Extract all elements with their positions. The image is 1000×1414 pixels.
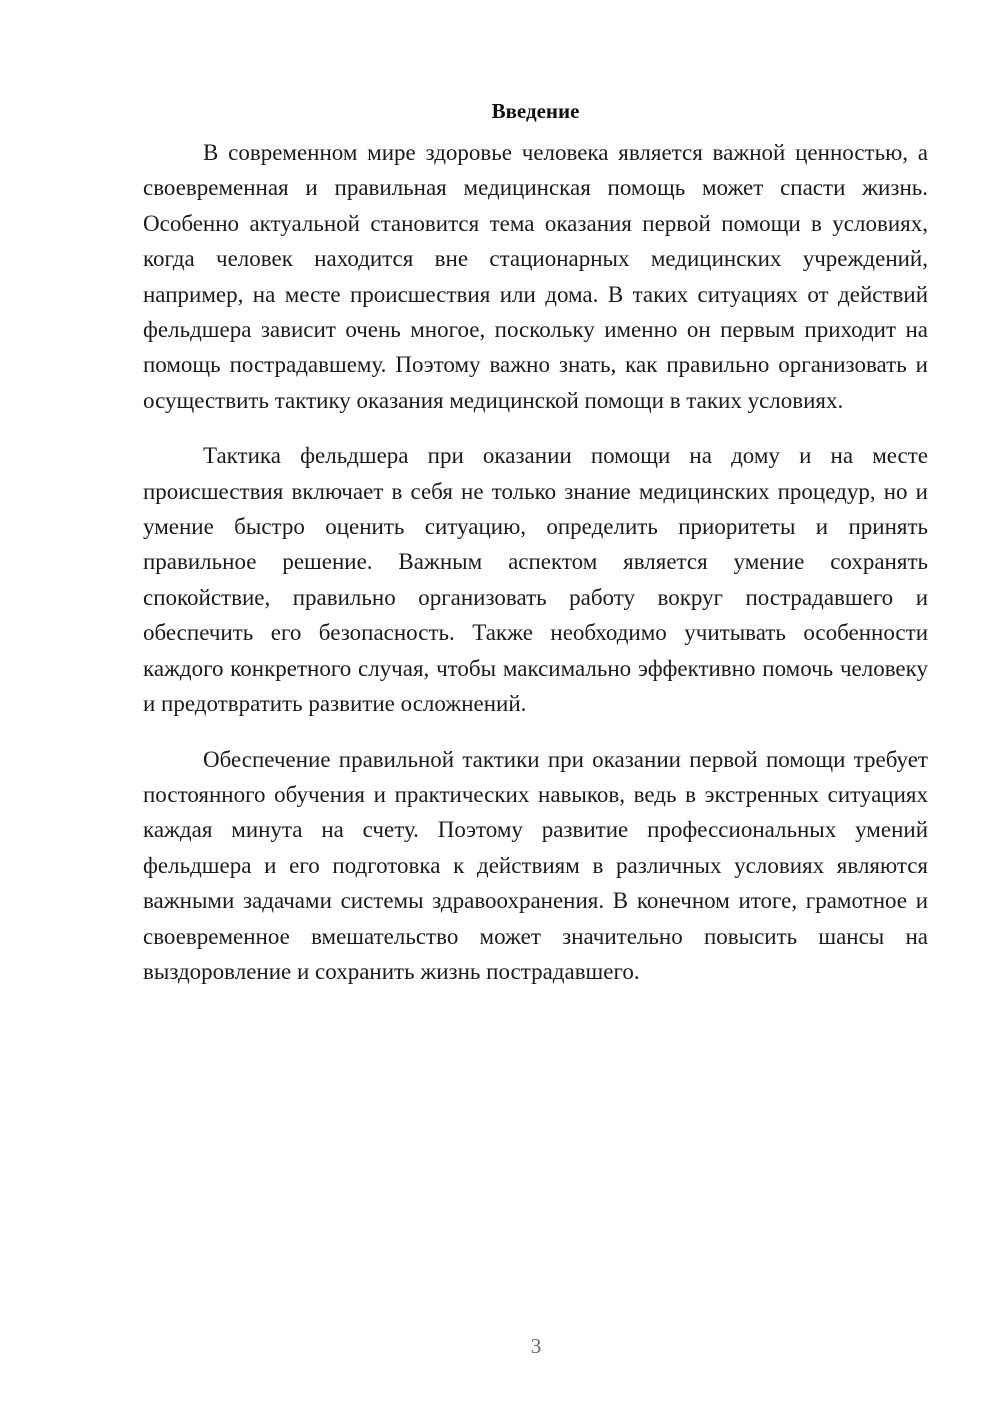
section-heading: Введение: [491, 99, 580, 123]
paragraph-intro: В современном мире здоровье человека является важной ценностью, а своевременная и правильная медицинская помощь может спасти жизнь. Особенно актуальной становится тема оказания первой помощи в условиях, когда человек находится вне стационарных медицинских учреждений, например, на месте происшествия или дома. В таких ситуациях от действий фельдшера зависит очень многое, поскольку именно он первым приходит на помощь пострадавшему. Поэтому важно знать, как правильно организовать и осуществить тактику оказания медицинской помощи в таких условиях.: [143, 140, 928, 413]
paragraph-training: Обеспечение правильной тактики при оказании первой помощи требует постоянного обучения и практических навыков, ведь в экстренных ситуациях каждая минута на счету. Поэтому развитие профессиональных умений фельдшера и его подготовка к действиям в различных условиях являются важными задачами системы здравоохранения. В конечном итоге, грамотное и своевременное вмешательство может значительно повысить шансы на выздоровление и сохранить жизнь пострадавшего.: [143, 746, 928, 984]
document-body: [143, 94, 928, 1009]
page-number: 3: [530, 1334, 542, 1358]
paragraph-tactics: Тактика фельдшера при оказании помощи на дому и на месте происшествия включает в себя не только знание медицинских процедур, но и умение быстро оценить ситуацию, определить приоритеты и принять правильное решение. Важным аспектом является умение сохранять спокойствие, правильно организовать работу вокруг пострадавшего и обеспечить его безопасность. Также необходимо учитывать особенности каждого конкретного случая, чтобы максимально эффективно помочь человеку и предотвратить развитие осложнений.: [143, 443, 928, 717]
